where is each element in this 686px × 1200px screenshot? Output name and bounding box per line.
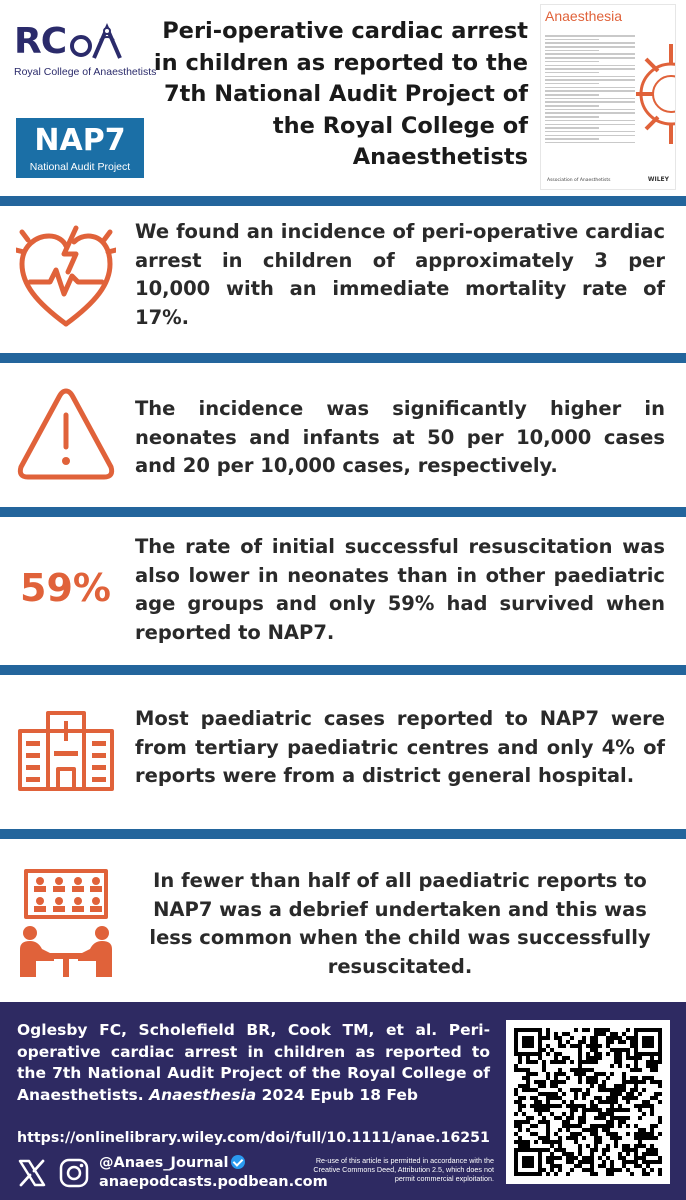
citation-authors-title: Oglesby FC, Scholefield BR, Cook TM, et al. Peri-operative cardiac arrest in children as reported to the 7th National Audit Project of the Royal College of Anaesthetists. [17,1021,490,1104]
finding-text: Most paediatric cases reported to NAP7 were from tertiary paediatric centres and only 4% of reports were from a district general hospital. [135,707,665,787]
percentage-label: 59% [20,566,111,610]
cover-publisher: WILEY [647,176,669,183]
cover-contents-lines [545,35,635,146]
journal-cover [540,4,676,190]
nap7-subtitle: National Audit Project [29,161,131,173]
citation [17,1020,490,1106]
rcoa-logo [14,21,157,78]
nap7-wordmark: NAP7 [34,123,126,158]
verified-badge-icon [231,1155,245,1169]
meeting-debrief-icon [16,869,116,979]
finding-section [0,206,686,353]
finding-section [0,675,686,829]
nap7-logo [16,118,144,178]
finding-section [0,517,686,665]
finding-text: In fewer than half of all paediatric reports to NAP7 was a debrief undertaken and this was less common when the child was successfully resuscitated. [149,869,651,978]
podcast-link[interactable]: anaepodcasts.podbean.com [99,1174,328,1190]
rcoa-emblem-icon [67,22,127,62]
instagram-icon[interactable] [59,1158,89,1188]
divider-bar [0,196,686,206]
social-text [99,1154,328,1192]
finding-text: The incidence was significantly higher in neonates and infants at 50 per 10,000 cases and 20 per 10,000 cases, respectively. [135,397,665,477]
cover-association: Association of Anaesthetists [547,178,611,183]
x-logo-icon[interactable] [17,1158,47,1188]
finding-text: We found an incidence of peri-operative cardiac arrest in children of approximately 3 per 10,000 with an immediate mortality rate of 17%. [135,220,665,329]
citation-journal: Anaesthesia [149,1085,257,1104]
cover-art-icon [631,39,676,149]
finding-section [0,839,686,1002]
social-row [17,1154,328,1192]
cover-journal-name: Anaesthesia [545,8,623,24]
divider-bar [0,665,686,675]
divider-bar [0,507,686,517]
rcoa-subtitle: Royal College of Anaesthetists [14,66,157,78]
handle-text: @Anaes_Journal [99,1155,229,1171]
qr-code-icon [514,1028,662,1176]
finding-text: The rate of initial successful resuscitation was also lower in neonates than in other paediatric age groups and only 59% had survived when reported to NAP7. [135,535,665,644]
page-title: Peri-operative cardiac arrest in children as reported to the 7th National Audit Project of the Royal College of Anaesthetists [153,18,528,170]
social-handle[interactable] [99,1154,328,1173]
citation-date: 2024 Epub 18 Feb [261,1085,418,1104]
header [0,0,686,193]
hospital-building-icon [16,709,116,791]
rcoa-wordmark: RC [14,22,149,62]
divider-bar [0,353,686,363]
finding-section [0,363,686,507]
divider-bar [0,829,686,839]
article-link[interactable]: https://onlinelibrary.wiley.com/doi/full/10.1111/anae.16251 [17,1130,490,1146]
warning-triangle-icon [16,385,116,483]
heart-lightning-icon [16,224,116,334]
footer [0,1002,686,1200]
license-note: Re-use of this article is permitted in accordance with the Creative Commons Deed, Attribution 2.5, which does not permit commercial exploitation. [313,1156,494,1183]
qr-code[interactable] [506,1020,670,1184]
